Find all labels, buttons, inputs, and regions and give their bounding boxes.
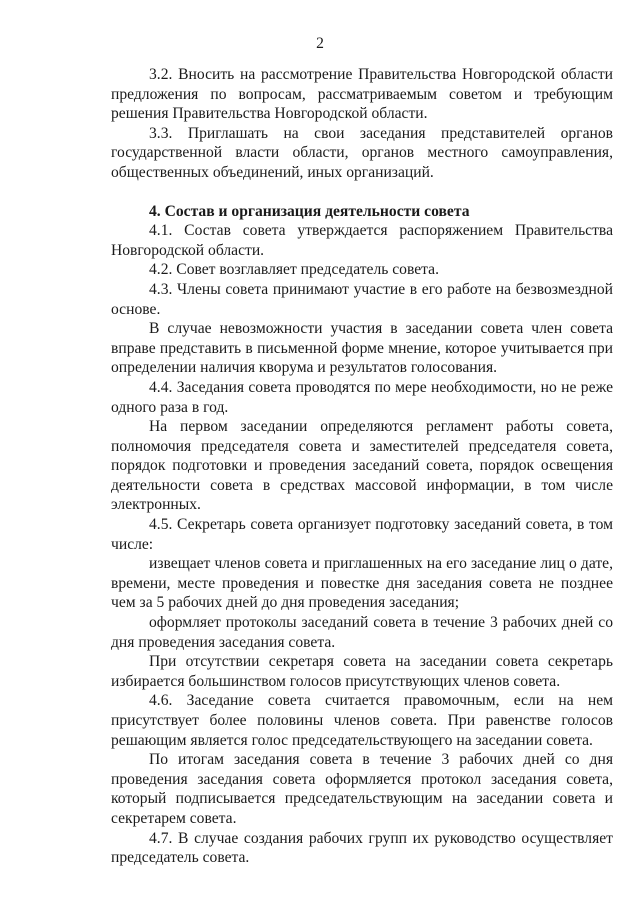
paragraph-4-5-notify: извещает членов совета и приглашенных на его заседание лиц о дате, времени, месте проведения и повестке дня заседания совета не позднее чем за 5 рабочих дней до дня проведения заседания; bbox=[111, 555, 613, 612]
section-spacer bbox=[111, 183, 613, 202]
document-body bbox=[111, 65, 613, 868]
paragraph-4-4-first-meeting: На первом заседании определяются регламент работы совета, полномочия председателя совета и заместителей председателя совета, порядок подготовки и проведения заседаний совета, порядок освещения деятельности совета в средствах массовой информации, в том числе электронных. bbox=[111, 418, 613, 514]
paragraph-4-5-protocols: оформляет протоколы заседаний совета в течение 3 рабочих дней со дня проведения заседания совета. bbox=[111, 614, 613, 651]
paragraph-4-6-protocol: По итогам заседания совета в течение 3 рабочих дней со дня проведения заседания совета оформляется протокол заседания совета, который подписывается председательствующим на заседании совета и секретарем совета. bbox=[111, 751, 613, 827]
paragraph-4-3: 4.3. Члены совета принимают участие в его работе на безвозмездной основе. bbox=[111, 280, 613, 318]
paragraph-3-3: 3.3. Приглашать на свои заседания представителей органов государственной власти области, органов местного самоуправления, общественных объединений, иных организаций. bbox=[111, 124, 613, 181]
paragraph-4-5-no-secretary: При отсутствии секретаря совета на заседании совета секретарь избирается большинством голосов присутствующих членов совета. bbox=[111, 653, 613, 690]
paragraph-3-2: 3.2. Вносить на рассмотрение Правительства Новгородской области предложения по вопросам, рассматриваемым советом и требующим решения Правительства Новгородской области. bbox=[111, 66, 613, 123]
paragraph-4-7: 4.7. В случае создания рабочих групп их руководство осуществляет председатель совета. bbox=[111, 829, 613, 867]
section-heading: 4. Состав и организация деятельности совета bbox=[149, 202, 470, 220]
paragraph-4-3-absence: В случае невозможности участия в заседании совета член совета вправе представить в письменной форме мнение, которое учитывается при определении наличия кворума и результатов голосования. bbox=[111, 320, 613, 377]
paragraph-4-4: 4.4. Заседания совета проводятся по мере необходимости, но не реже одного раза в год. bbox=[111, 378, 613, 416]
paragraph-4-5: 4.5. Секретарь совета организует подготовку заседаний совета, в том числе: bbox=[111, 516, 613, 553]
paragraph-4-6: 4.6. Заседание совета считается правомочным, если на нем присутствует более половины членов совета. При равенстве голосов решающим является голос председательствующего на заседании совета. bbox=[111, 692, 613, 749]
paragraph-4-2: 4.2. Совет возглавляет председатель совета. bbox=[149, 261, 439, 279]
paragraph-4-1: 4.1. Состав совета утверждается распоряжением Правительства Новгородской области. bbox=[111, 222, 613, 259]
page-number: 2 bbox=[316, 35, 324, 52]
